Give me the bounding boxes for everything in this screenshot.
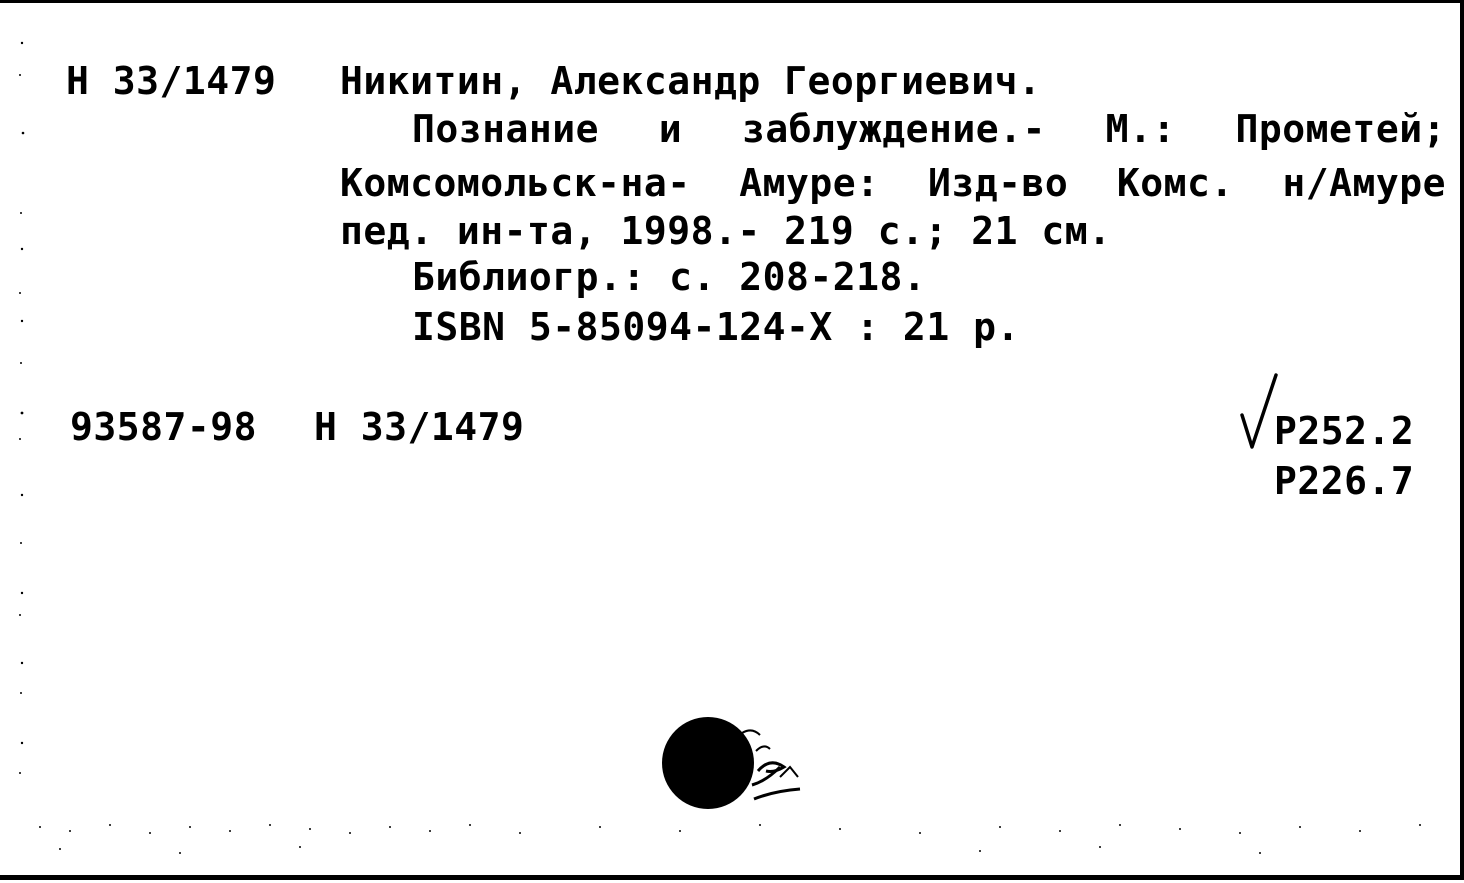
inventory-number: 93587-98 [70,405,258,449]
bibliography-note: Библиогр.: с. 208-218. [412,255,927,299]
title-word: Комс. [1116,161,1234,205]
call-number-top: Н 33/1479 [66,59,277,103]
isbn-line: ISBN 5-85094-124-X : 21 р. [412,305,1020,349]
title-word: н/Амуре [1282,161,1446,205]
classification-code-1: Р252.2 [1274,409,1415,453]
title-word: и [658,107,683,151]
title-line-2 [340,161,1446,205]
title-word: Изд-во [928,161,1069,205]
margin-specks [0,3,30,883]
classification-code-2: Р226.7 [1274,459,1415,503]
title-line-1 [340,107,1446,151]
title-word: заблуждение.- [741,107,1046,151]
call-number-bottom: Н 33/1479 [314,405,525,449]
title-word: М.: [1105,107,1176,151]
title-word: Комсомольск-на- [340,161,691,205]
title-line-3: пед. ин-та, 1998.- 219 с.; 21 см. [340,209,1112,253]
title-word: Прометей; [1235,107,1446,151]
author-heading: Никитин, Александр Георгиевич. [340,59,1042,103]
title-word: Познание [412,107,600,151]
ink-stamp-icon [660,715,820,815]
scan-speckle [0,813,1464,873]
title-word: Амуре: [739,161,880,205]
